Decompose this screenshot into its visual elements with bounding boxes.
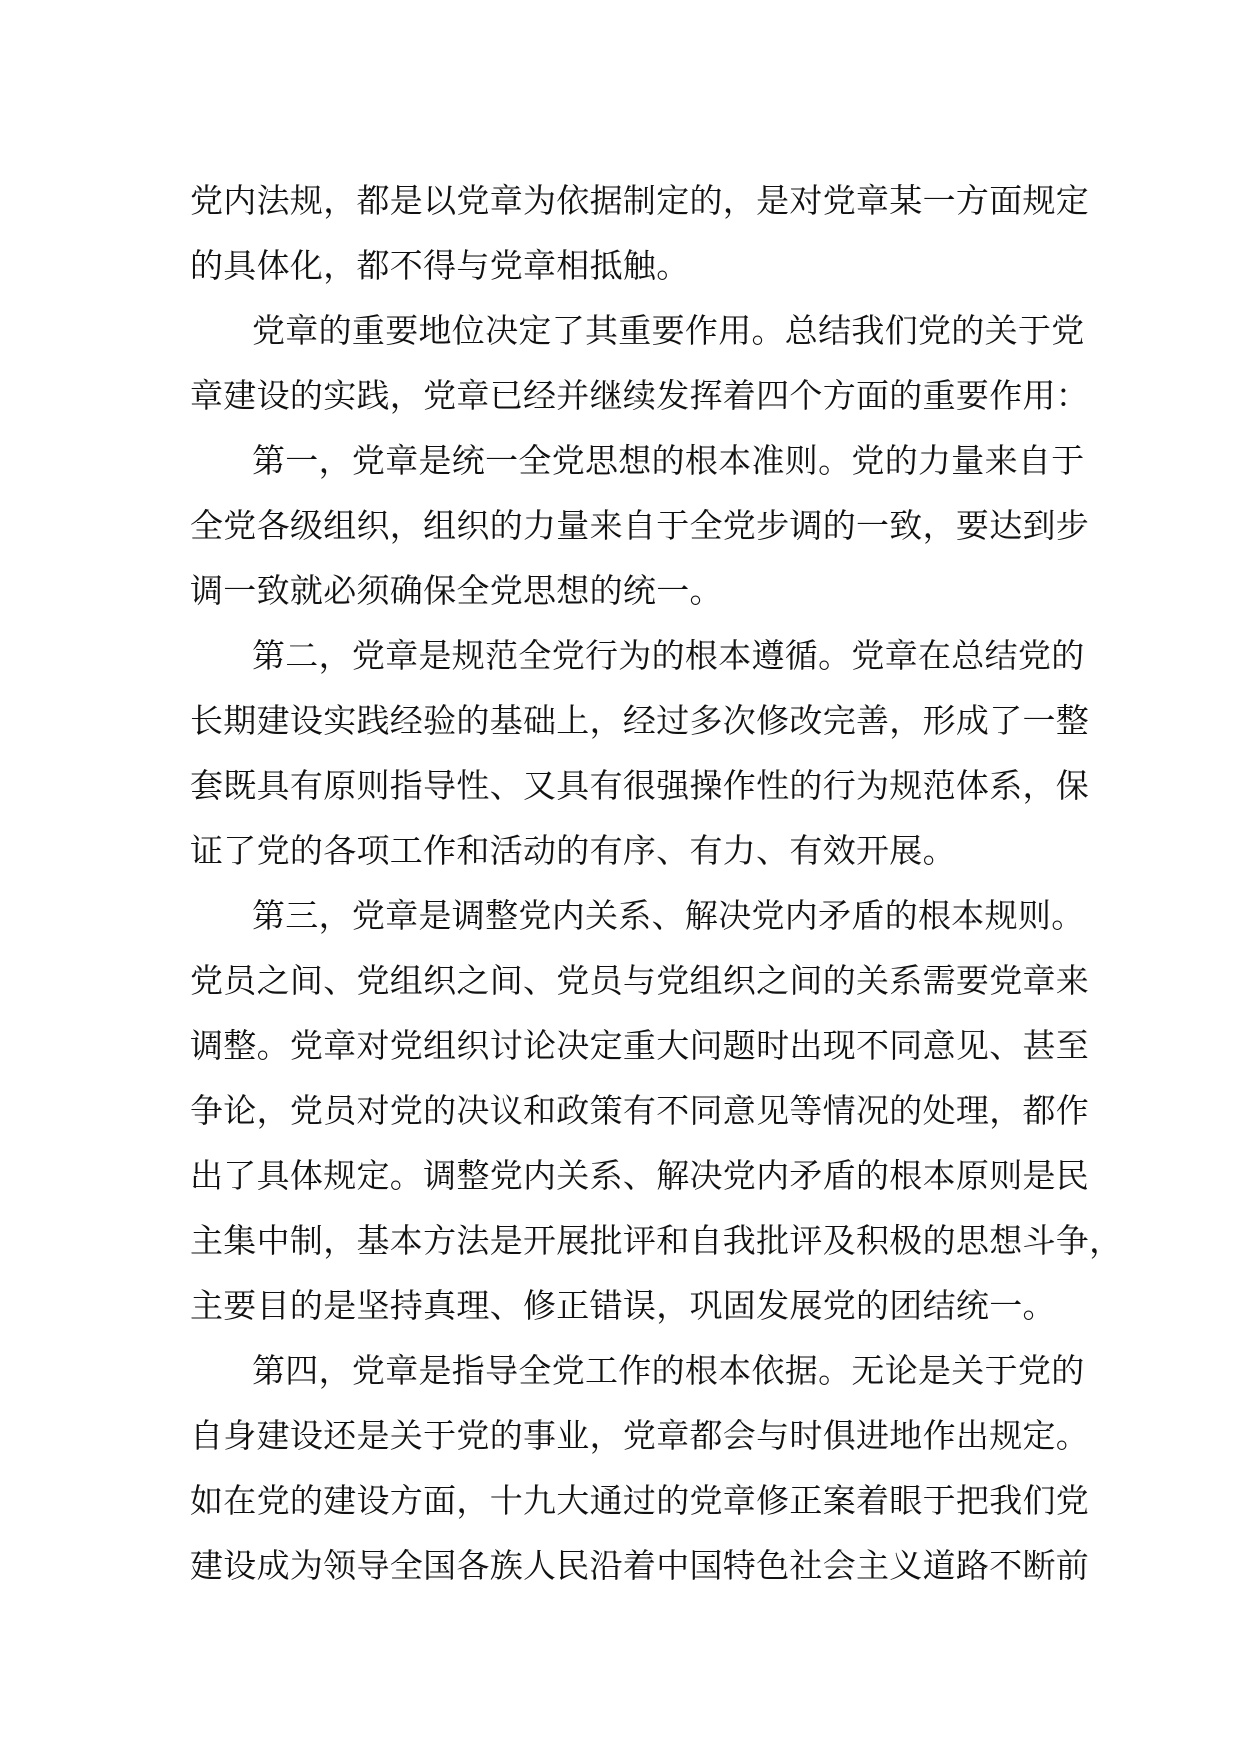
text-line: 调一致就必须确保全党思想的统一。 bbox=[190, 571, 723, 610]
text-line: 党员之间、党组织之间、党员与党组织之间的关系需要党章来 bbox=[190, 961, 1090, 1000]
text-line: 自身建设还是关于党的事业，党章都会与时俱进地作出规定。 bbox=[190, 1416, 1090, 1455]
paragraph-start-line: 第二，党章是规范全党行为的根本遵循。党章在总结党的 bbox=[252, 636, 1085, 675]
text-line: 的具体化，都不得与党章相抵触。 bbox=[190, 246, 690, 285]
paragraph-start-line: 第一，党章是统一全党思想的根本准则。党的力量来自于 bbox=[252, 441, 1085, 480]
text-line: 主要目的是坚持真理、修正错误，巩固发展党的团结统一。 bbox=[190, 1286, 1056, 1325]
text-line: 套既具有原则指导性、又具有很强操作性的行为规范体系，保 bbox=[190, 766, 1090, 805]
text-line: 调整。党章对党组织讨论决定重大问题时出现不同意见、甚至 bbox=[190, 1026, 1090, 1065]
paragraph-start-line: 第四，党章是指导全党工作的根本依据。无论是关于党的 bbox=[252, 1351, 1085, 1390]
text-line: 党内法规，都是以党章为依据制定的，是对党章某一方面规定 bbox=[190, 181, 1090, 220]
paragraph-start-line: 第三，党章是调整党内关系、解决党内矛盾的根本规则。 bbox=[252, 896, 1085, 935]
text-line: 全党各级组织，组织的力量来自于全党步调的一致，要达到步 bbox=[190, 506, 1090, 545]
text-line: 主集中制，基本方法是开展批评和自我批评及积极的思想斗争， bbox=[190, 1221, 1123, 1260]
text-line: 证了党的各项工作和活动的有序、有力、有效开展。 bbox=[190, 831, 956, 870]
text-line: 建设成为领导全国各族人民沿着中国特色社会主义道路不断前 bbox=[190, 1546, 1090, 1585]
text-line: 章建设的实践，党章已经并继续发挥着四个方面的重要作用： bbox=[190, 376, 1090, 415]
text-line: 长期建设实践经验的基础上，经过多次修改完善，形成了一整 bbox=[190, 701, 1090, 740]
text-line: 争论，党员对党的决议和政策有不同意见等情况的处理，都作 bbox=[190, 1091, 1090, 1130]
text-line: 如在党的建设方面，十九大通过的党章修正案着眼于把我们党 bbox=[190, 1481, 1090, 1520]
body-text bbox=[190, 168, 1123, 1598]
text-line: 出了具体规定。调整党内关系、解决党内矛盾的根本原则是民 bbox=[190, 1156, 1090, 1195]
paragraph-start-line: 党章的重要地位决定了其重要作用。总结我们党的关于党 bbox=[252, 311, 1085, 350]
